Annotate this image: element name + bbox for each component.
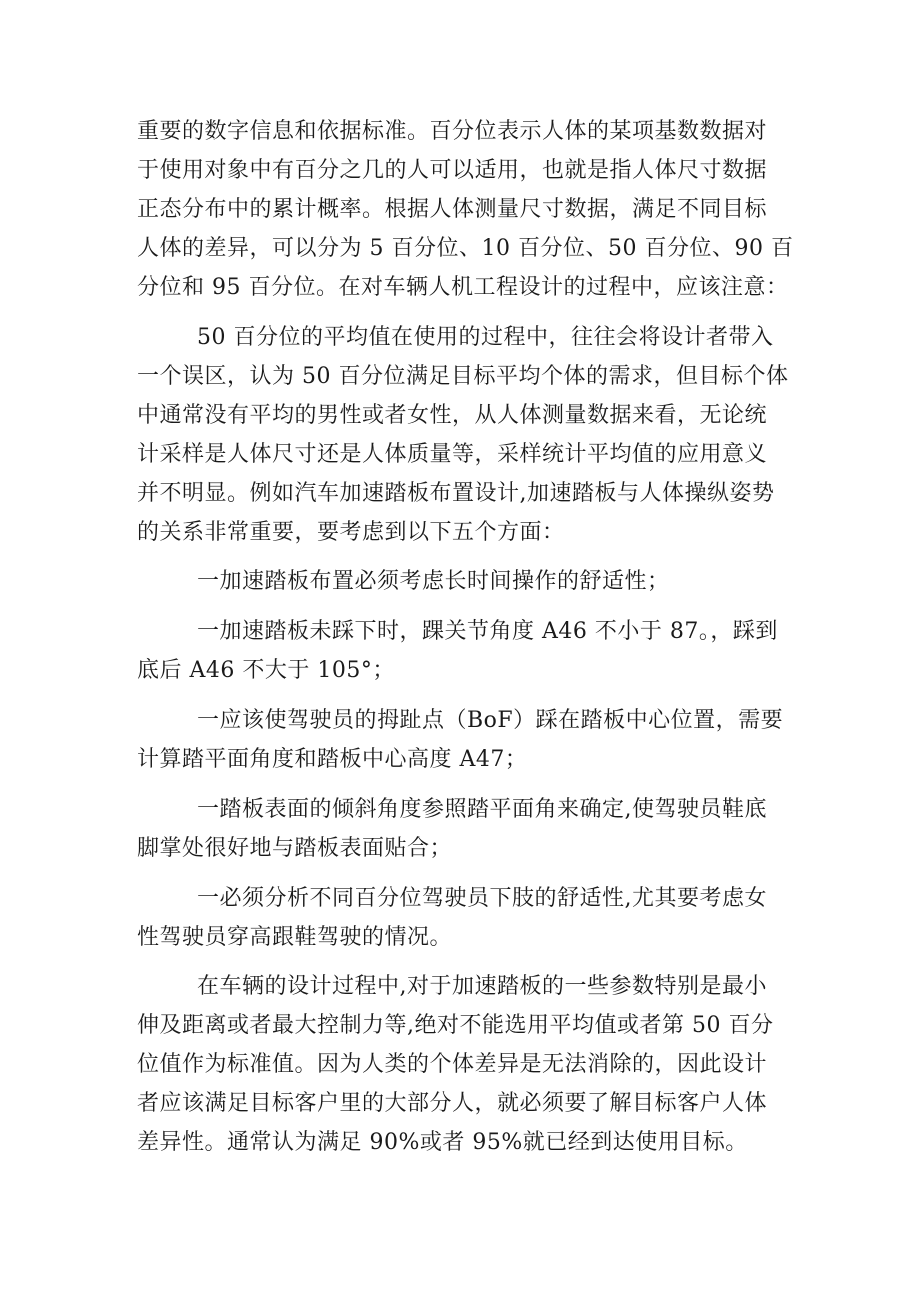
paragraph-8-line-4: 者应该满足目标客户里的大部分人，就必须要了解目标客户人体 (137, 1091, 768, 1116)
paragraph-8-line-2: 伸及距离或者最大控制力等,绝对不能选用平均值或者第 50 百分 (137, 1013, 774, 1038)
paragraph-7-line-1: 一必须分析不同百分位驾驶员下肢的舒适性,尤其要考虑女 (197, 886, 767, 911)
paragraph-1-line-1: 重要的数字信息和依据标准。百分位表示人体的某项基数数据对 (137, 119, 768, 144)
paragraph-1-line-2: 于使用对象中有百分之几的人可以适用，也就是指人体尺寸数据 (137, 158, 768, 183)
paragraph-7-line-2: 性驾驶员穿高跟鞋驾驶的情况。 (137, 925, 453, 950)
paragraph-6-line-2: 脚掌处很好地与踏板表面贴合； (137, 836, 453, 861)
paragraph-5-line-1: 一应该使驾驶员的拇趾点（BoF）踩在踏板中心位置，需要 (197, 708, 784, 733)
paragraph-4-line-2: 底后 A46 不大于 105°； (137, 658, 395, 683)
paragraph-2-line-5: 并不明显。例如汽车加速踏板布置设计,加速踏板与人体操纵姿势 (137, 481, 775, 506)
paragraph-4-line-1: 一加速踏板未踩下时，踝关节角度 A46 不小于 87。，踩到 (197, 619, 778, 644)
paragraph-8-line-3: 位值作为标准值。因为人类的个体差异是无法消除的，因此设计 (137, 1052, 768, 1077)
paragraph-8-line-5: 差异性。通常认为满足 90%或者 95%就已经到达使用目标。 (137, 1130, 748, 1155)
paragraph-2-line-1: 50 百分位的平均值在使用的过程中，往往会将设计者带入 (197, 325, 774, 350)
paragraph-2-line-4: 计采样是人体尺寸还是人体质量等，采样统计平均值的应用意义 (137, 442, 768, 467)
paragraph-6-line-1: 一踏板表面的倾斜角度参照踏平面角来确定,使驾驶员鞋底 (197, 797, 767, 822)
paragraph-1-line-5: 分位和 95 百分位。在对车辆人机工程设计的过程中，应该注意： (137, 275, 789, 300)
paragraph-1-line-4: 人体的差异，可以分为 5 百分位、10 百分位、50 百分位、90 百 (137, 236, 794, 261)
paragraph-5-line-2: 计算踏平面角度和踏板中心高度 A47； (137, 747, 528, 772)
paragraph-1-line-3: 正态分布中的累计概率。根据人体测量尺寸数据，满足不同目标 (137, 197, 768, 222)
paragraph-2-line-3: 中通常没有平均的男性或者女性，从人体测量数据来看，无论统 (137, 403, 768, 428)
paragraph-8-line-1: 在车辆的设计过程中,对于加速踏板的一些参数特别是最小 (197, 974, 767, 999)
paragraph-2-line-2: 一个误区，认为 50 百分位满足目标平均个体的需求，但目标个体 (137, 364, 789, 389)
paragraph-3-line-1: 一加速踏板布置必须考虑长时间操作的舒适性； (197, 569, 670, 594)
paragraph-2-line-6: 的关系非常重要，要考虑到以下五个方面： (137, 520, 565, 545)
